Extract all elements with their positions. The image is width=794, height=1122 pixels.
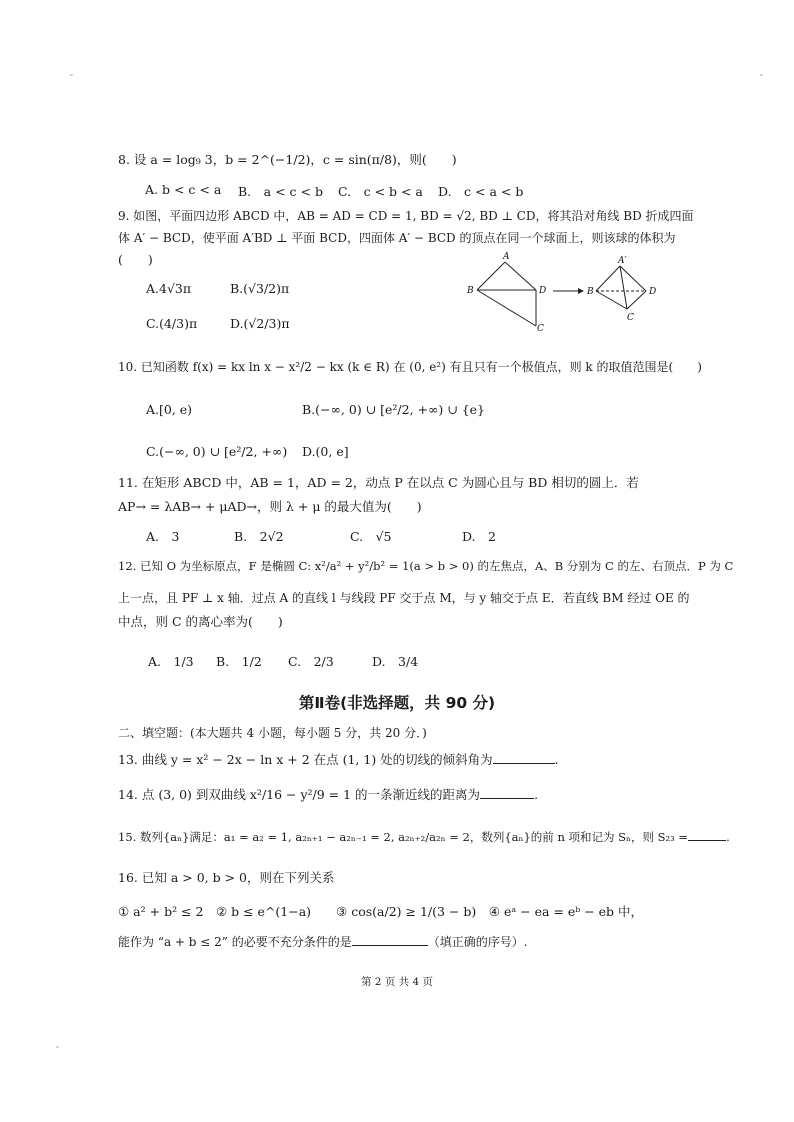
q13-answer-blank[interactable]	[493, 751, 555, 764]
question-14	[118, 785, 538, 803]
q8-option-b: B. a < c < b	[238, 184, 323, 199]
q10-option-d: D.(0, e]	[302, 444, 349, 459]
label-d: D	[539, 286, 547, 296]
question-14-text: 14. 点 (3, 0) 到双曲线 x²/16 − y²/9 = 1 的一条渐近线的距离为	[118, 787, 481, 802]
q12-option-c: C. 2/3	[288, 654, 334, 669]
question-16-line1: 16. 已知 a > 0, b > 0，则在下列关系	[118, 870, 335, 885]
question-12-stem-line3: 中点，则 C 的离心率为( )	[118, 614, 283, 629]
q11-option-b: B. 2√2	[234, 529, 284, 544]
question-15-text: 15. 数列{aₙ}满足：a₁ = a₂ = 1, a₂ₙ₊₁ − a₂ₙ₋₁ = 2, a₂ₙ₊₂/a₂ₙ = 2，数列{aₙ}的前 n 项和记为 Sₙ，则 S₂₃ =	[118, 830, 689, 844]
q11-option-c: C. √5	[350, 529, 392, 544]
label-b-right: B	[587, 287, 594, 297]
q14-answer-blank[interactable]	[480, 786, 534, 799]
q9-option-d: D.(√2/3)π	[230, 316, 290, 331]
q12-option-b: B. 1/2	[216, 654, 262, 669]
label-d-right: D	[649, 287, 657, 297]
q8-option-d: D. c < a < b	[438, 184, 524, 199]
label-c-right: C	[627, 313, 634, 323]
folding-figure	[460, 250, 670, 335]
question-12-stem-line2: 上一点，且 PF ⊥ x 轴．过点 A 的直线 l 与线段 PF 交于点 M，与 y 轴交于点 E．若直线 BM 经过 OE 的	[118, 591, 690, 605]
question-9-stem-line3: ( )	[118, 252, 153, 267]
q10-option-c: C.(−∞, 0) ∪ [e²/2, +∞)	[146, 444, 288, 459]
q16-answer-blank[interactable]	[352, 933, 428, 946]
question-8-stem: 8. 设 a = log₉ 3，b = 2^(−1/2)，c = sin(π/8)，则( )	[118, 152, 457, 167]
page-footer: 第 2 页 共 4 页	[360, 976, 434, 988]
question-11-stem-line2: AP→ = λAB→ + μAD→，则 λ + μ 的最大值为( )	[118, 499, 422, 514]
question-13	[118, 750, 559, 768]
scan-speck	[760, 74, 763, 76]
q11-option-a: A. 3	[146, 529, 180, 544]
q15-answer-blank[interactable]	[688, 828, 726, 841]
question-12-stem-line1: 12. 已知 O 为坐标原点，F 是椭圆 C: x²/a² + y²/b² = 1(a > b > 0) 的左焦点，A、B 分别为 C 的左、右顶点．P 为 C	[118, 559, 734, 573]
part-2-title: 第Ⅱ卷(非选择题，共 90 分)	[298, 694, 496, 712]
question-15	[118, 828, 730, 845]
q15-end: .	[726, 830, 730, 844]
question-16-prompt: 能作为 “a + b ≤ 2” 的必要不充分条件的是	[118, 935, 352, 949]
q11-option-d: D. 2	[462, 529, 497, 544]
q8-option-c: C. c < b < a	[338, 184, 423, 199]
label-a: A	[503, 252, 510, 262]
question-16-note: （填正确的序号）.	[427, 935, 528, 949]
q10-option-a: A.[0, e)	[146, 402, 193, 417]
q12-option-d: D. 3/4	[372, 654, 419, 669]
q9-option-b: B.(√3/2)π	[230, 281, 290, 296]
question-9-stem-line2: 体 A′ − BCD，使平面 A′BD ⊥ 平面 BCD，四面体 A′ − BCD 的顶点在同一个球面上，则该球的体积为	[118, 231, 676, 245]
q10-option-b: B.(−∞, 0) ∪ [e²/2, +∞) ∪ {e}	[302, 402, 486, 417]
q12-option-a: A. 1/3	[148, 654, 194, 669]
question-11-stem-line1: 11. 在矩形 ABCD 中，AB = 1，AD = 2，动点 P 在以点 C 为圆心且与 BD 相切的圆上．若	[118, 475, 639, 490]
question-16-line2: ① a² + b² ≤ 2 ② b ≤ e^(1−a) ③ cos(a/2) ≥ 1/(3 − b) ④ eᵃ − ea = eᵇ − eb 中，	[118, 904, 644, 919]
q8-option-a: A. b < c < a	[145, 182, 222, 197]
q14-end: .	[534, 787, 539, 802]
fill-in-section-header: 二、填空题：(本大题共 4 小题，每小题 5 分，共 20 分．)	[118, 726, 427, 740]
label-c: C	[537, 324, 544, 334]
scan-speck	[70, 74, 73, 76]
question-13-text: 13. 曲线 y = x² − 2x − ln x + 2 在点 (1, 1) 处的切线的倾斜角为	[118, 752, 493, 767]
question-16-line3	[118, 933, 528, 950]
label-a-prime: A′	[618, 256, 627, 266]
q9-option-a: A.4√3π	[146, 281, 192, 296]
label-b: B	[467, 286, 474, 296]
scan-speck	[56, 1046, 59, 1048]
question-9-stem-line1: 9. 如图，平面四边形 ABCD 中，AB = AD = CD = 1, BD = √2, BD ⊥ CD，将其沿对角线 BD 折成四面	[118, 209, 694, 223]
question-10-stem: 10. 已知函数 f(x) = kx ln x − x²/2 − kx (k ∈ R) 在 (0, e²) 有且只有一个极值点，则 k 的取值范围是( )	[118, 360, 702, 374]
q13-end: .	[554, 752, 559, 767]
q9-option-c: C.(4/3)π	[146, 316, 198, 331]
